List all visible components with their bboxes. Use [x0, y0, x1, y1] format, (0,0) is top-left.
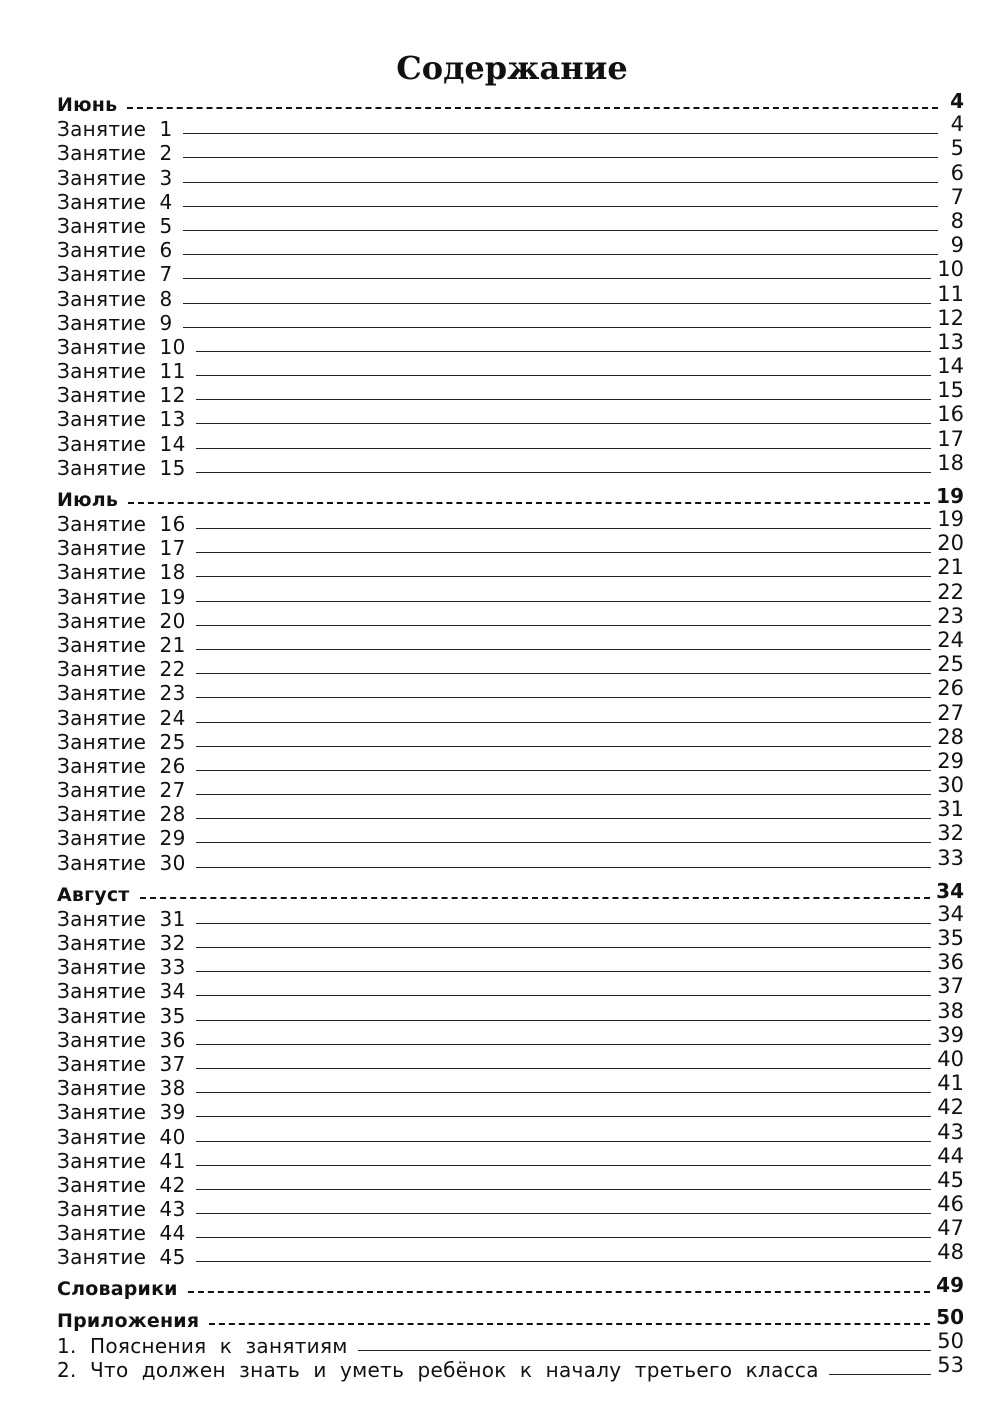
entry-page-number: 43 — [937, 1119, 964, 1144]
dot-leader — [196, 552, 932, 553]
dot-leader — [196, 1044, 932, 1045]
toc-entry[interactable] — [57, 1328, 964, 1358]
dot-leader — [196, 673, 932, 674]
entry-title: Занятие 14 — [57, 431, 186, 456]
toc-entry[interactable] — [57, 136, 964, 166]
toc-entry[interactable] — [57, 1119, 964, 1149]
entry-page-number: 12 — [937, 305, 964, 330]
dot-leader — [196, 995, 932, 996]
section-title: Июль — [57, 488, 119, 511]
entry-title: Занятие 43 — [57, 1197, 186, 1222]
entry-page-number: 16 — [937, 402, 964, 427]
toc-entry[interactable] — [57, 305, 964, 335]
dot-leader — [196, 1068, 932, 1069]
toc-entry[interactable] — [57, 378, 964, 408]
dot-leader — [196, 1020, 932, 1021]
toc-entry[interactable] — [57, 901, 964, 931]
table-of-contents — [57, 91, 964, 1382]
entry-title: Занятие 10 — [57, 334, 186, 359]
dot-leader — [127, 107, 938, 109]
entry-page-number: 48 — [937, 1240, 964, 1265]
entry-title: Занятие 29 — [57, 826, 186, 851]
toc-entry[interactable] — [57, 1046, 964, 1076]
dot-leader — [196, 601, 932, 602]
entry-page-number: 45 — [937, 1167, 964, 1192]
entry-page-number: 36 — [937, 950, 964, 975]
dot-leader — [196, 625, 932, 626]
entry-title: Занятие 36 — [57, 1027, 186, 1052]
section-title: Август — [57, 883, 130, 906]
toc-entry[interactable] — [57, 627, 964, 657]
dot-leader — [128, 502, 930, 504]
toc-entry[interactable] — [57, 579, 964, 609]
toc-entry[interactable] — [57, 531, 964, 561]
toc-entry[interactable] — [57, 974, 964, 1004]
entry-page-number: 33 — [937, 845, 964, 870]
entry-page-number: 28 — [937, 724, 964, 749]
entry-page-number: 38 — [937, 998, 964, 1023]
dot-leader — [183, 157, 938, 158]
toc-entry[interactable] — [57, 748, 964, 778]
toc-entry[interactable] — [57, 354, 964, 384]
toc-entry[interactable] — [57, 1352, 964, 1382]
toc-entry[interactable] — [57, 1167, 964, 1197]
entry-title: Занятие 13 — [57, 407, 186, 432]
dot-leader — [196, 1261, 932, 1262]
dot-leader — [196, 794, 932, 795]
entry-title: Занятие 11 — [57, 359, 186, 384]
entry-page-number: 35 — [937, 926, 964, 950]
entry-page-number: 9 — [950, 233, 964, 258]
entry-title: Занятие 44 — [57, 1221, 186, 1246]
section-title: Приложения — [57, 1310, 200, 1333]
toc-entry[interactable] — [57, 1071, 964, 1101]
dot-leader — [183, 278, 932, 279]
dot-leader — [196, 1116, 932, 1117]
entry-title: Занятие 30 — [57, 850, 186, 875]
entry-title: Занятие 45 — [57, 1245, 186, 1270]
entry-title: Занятие 2 — [57, 141, 173, 166]
dot-leader — [183, 182, 938, 183]
entry-title: Занятие 25 — [57, 729, 186, 754]
entry-page-number: 53 — [937, 1352, 964, 1377]
toc-entry[interactable] — [57, 450, 964, 480]
entry-page-number: 46 — [937, 1192, 964, 1217]
entry-page-number: 24 — [937, 627, 964, 652]
entry-title: Занятие 5 — [57, 213, 173, 238]
section-page-number: 50 — [936, 1305, 964, 1330]
section-heading[interactable] — [57, 91, 964, 117]
toc-entry[interactable] — [57, 1240, 964, 1270]
toc-entry[interactable] — [57, 1143, 964, 1173]
dot-leader — [196, 770, 932, 771]
entry-title: Занятие 20 — [57, 608, 186, 633]
toc-entry[interactable] — [57, 160, 964, 190]
toc-entry[interactable] — [57, 724, 964, 754]
toc-entry[interactable] — [57, 926, 964, 955]
toc-entry[interactable] — [57, 1216, 964, 1246]
entry-page-number: 7 — [950, 184, 964, 209]
entry-page-number: 31 — [937, 797, 964, 822]
toc-entry[interactable] — [57, 773, 964, 803]
dot-leader — [196, 947, 932, 948]
entry-title: Занятие 27 — [57, 778, 186, 803]
toc-entry[interactable] — [57, 112, 964, 142]
dot-leader — [358, 1350, 932, 1351]
entry-title: Занятие 23 — [57, 681, 186, 706]
entry-page-number: 29 — [937, 748, 964, 773]
entry-title: Занятие 37 — [57, 1051, 186, 1076]
entry-page-number: 47 — [937, 1216, 964, 1241]
entry-page-number: 50 — [937, 1328, 964, 1353]
dot-leader — [183, 230, 938, 231]
entry-page-number: 44 — [937, 1143, 964, 1168]
entry-title: Занятие 41 — [57, 1148, 186, 1173]
entry-page-number: 32 — [937, 821, 964, 846]
section-page-number: 34 — [936, 878, 964, 903]
toc-entry[interactable] — [57, 676, 964, 706]
toc-entry[interactable] — [57, 1095, 964, 1125]
toc-entry[interactable] — [57, 950, 964, 980]
dot-leader — [188, 1291, 930, 1293]
dot-leader — [196, 649, 932, 650]
entry-page-number: 21 — [937, 555, 964, 580]
entry-title: Занятие 9 — [57, 310, 173, 335]
entry-page-number: 23 — [937, 603, 964, 628]
toc-entry[interactable] — [57, 329, 964, 359]
entry-title: Занятие 12 — [57, 383, 186, 408]
entry-title: Занятие 38 — [57, 1076, 186, 1101]
section-title: Словарики — [57, 1278, 178, 1301]
dot-leader — [196, 1189, 932, 1190]
entry-page-number: 27 — [937, 700, 964, 725]
entry-title: Занятие 21 — [57, 632, 186, 657]
dot-leader — [196, 448, 932, 449]
entry-title: Занятие 6 — [57, 238, 173, 263]
entry-page-number: 34 — [937, 901, 964, 926]
entry-page-number: 4 — [950, 112, 964, 137]
entry-page-number: 10 — [937, 257, 964, 282]
entry-page-number: 19 — [937, 507, 964, 531]
entry-page-number: 5 — [950, 136, 964, 161]
toc-entry[interactable] — [57, 700, 964, 730]
entry-page-number: 6 — [950, 160, 964, 185]
dot-leader — [196, 351, 932, 352]
dot-leader — [829, 1374, 931, 1375]
toc-entry[interactable] — [57, 233, 964, 263]
entry-page-number: 22 — [937, 579, 964, 604]
toc-entry[interactable] — [57, 281, 964, 311]
entry-page-number: 37 — [937, 974, 964, 999]
entry-title: Занятие 34 — [57, 979, 186, 1004]
entry-title: Занятие 35 — [57, 1003, 186, 1028]
toc-entry[interactable] — [57, 652, 964, 682]
dot-leader — [140, 897, 931, 899]
toc-entry[interactable] — [57, 797, 964, 827]
entry-title: 1. Пояснения к занятиям — [57, 1333, 348, 1358]
entry-title: Занятие 16 — [57, 512, 186, 536]
toc-entry[interactable] — [57, 1192, 964, 1222]
toc-entry[interactable] — [57, 998, 964, 1028]
dot-leader — [183, 327, 932, 328]
section-title: Июнь — [57, 94, 118, 116]
entry-title: Занятие 28 — [57, 802, 186, 827]
toc-entry[interactable] — [57, 845, 964, 875]
dot-leader — [209, 1323, 930, 1325]
dot-leader — [196, 1213, 932, 1214]
dot-leader — [196, 722, 932, 723]
entry-title: Занятие 1 — [57, 117, 173, 142]
dot-leader — [183, 206, 938, 207]
section-heading[interactable] — [57, 1275, 964, 1301]
entry-title: Занятие 4 — [57, 189, 173, 214]
dot-leader — [196, 1165, 932, 1166]
entry-page-number: 41 — [937, 1071, 964, 1096]
dot-leader — [196, 697, 932, 698]
entry-page-number: 42 — [937, 1095, 964, 1120]
entry-title: Занятие 26 — [57, 753, 186, 778]
toc-entry[interactable] — [57, 555, 964, 585]
dot-leader — [183, 133, 938, 134]
entry-title: 2. Что должен знать и уметь ребёнок к началу третьего класса — [57, 1357, 819, 1382]
dot-leader — [183, 254, 938, 255]
entry-page-number: 20 — [937, 531, 964, 556]
section-page-number: 49 — [936, 1273, 964, 1298]
entry-page-number: 14 — [937, 354, 964, 379]
entry-page-number: 17 — [937, 426, 964, 451]
toc-entry[interactable] — [57, 821, 964, 851]
entry-title: Занятие 15 — [57, 455, 186, 480]
dot-leader — [196, 818, 932, 819]
entry-page-number: 11 — [937, 281, 964, 306]
entry-title: Занятие 31 — [57, 906, 186, 931]
entry-title: Занятие 42 — [57, 1172, 186, 1197]
entry-page-number: 40 — [937, 1046, 964, 1071]
toc-entry[interactable] — [57, 1022, 964, 1052]
dot-leader — [196, 1141, 932, 1142]
entry-title: Занятие 7 — [57, 262, 173, 287]
dot-leader — [196, 1092, 932, 1093]
entry-title: Занятие 3 — [57, 165, 173, 190]
section-page-number: 19 — [936, 483, 964, 508]
page-title: Содержание — [396, 49, 628, 87]
entry-title: Занятие 18 — [57, 560, 186, 585]
dot-leader — [196, 423, 932, 424]
section-heading[interactable] — [57, 878, 964, 907]
dot-leader — [196, 923, 932, 924]
entry-page-number: 30 — [937, 773, 964, 798]
entry-page-number: 25 — [937, 652, 964, 677]
entry-title: Занятие 24 — [57, 705, 186, 730]
entry-page-number: 39 — [937, 1022, 964, 1047]
dot-leader — [196, 1237, 932, 1238]
entry-page-number: 15 — [937, 378, 964, 403]
entry-page-number: 18 — [937, 450, 964, 475]
entry-title: Занятие 8 — [57, 286, 173, 311]
section-heading[interactable] — [57, 1307, 964, 1333]
toc-entry[interactable] — [57, 426, 964, 456]
toc-entry[interactable] — [57, 603, 964, 633]
entry-title: Занятие 17 — [57, 536, 186, 561]
entry-page-number: 8 — [950, 208, 964, 233]
toc-entry[interactable] — [57, 257, 964, 287]
entry-title: Занятие 40 — [57, 1124, 186, 1149]
section-page-number: 4 — [950, 89, 964, 113]
dot-leader — [196, 528, 932, 529]
entry-title: Занятие 33 — [57, 955, 186, 980]
dot-leader — [196, 375, 932, 376]
dot-leader — [183, 303, 932, 304]
toc-entry[interactable] — [57, 402, 964, 432]
dot-leader — [196, 842, 932, 843]
entry-title: Занятие 39 — [57, 1100, 186, 1125]
dot-leader — [196, 399, 932, 400]
dot-leader — [196, 867, 932, 868]
entry-title: Занятие 22 — [57, 657, 186, 682]
dot-leader — [196, 576, 932, 577]
entry-page-number: 26 — [937, 676, 964, 701]
entry-title: Занятие 19 — [57, 584, 186, 609]
dot-leader — [196, 746, 932, 747]
toc-entry[interactable] — [57, 184, 964, 214]
dot-leader — [196, 971, 932, 972]
toc-entry[interactable] — [57, 507, 964, 536]
entry-title: Занятие 32 — [57, 931, 186, 955]
dot-leader — [196, 472, 932, 473]
section-heading[interactable] — [57, 483, 964, 512]
toc-entry[interactable] — [57, 208, 964, 238]
entry-page-number: 13 — [937, 329, 964, 354]
